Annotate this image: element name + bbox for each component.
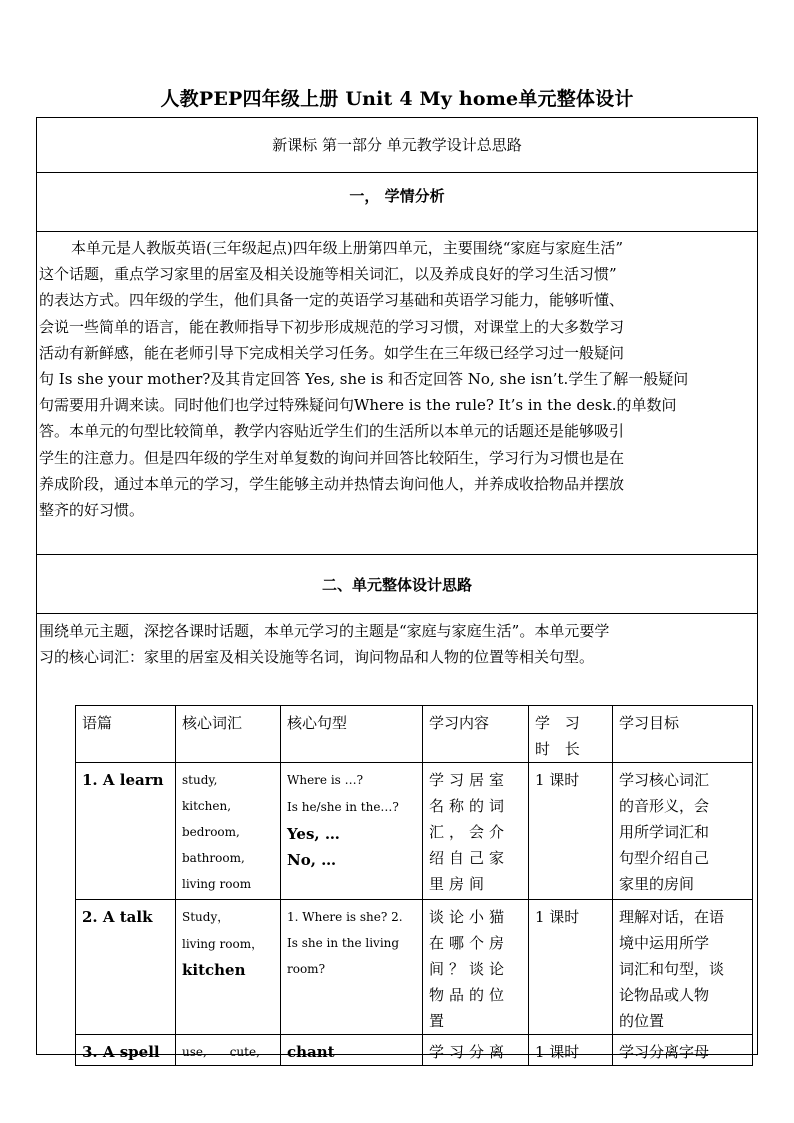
lesson-name: 3. A spell [76,1035,176,1066]
duration: 1 课时 [529,900,613,1035]
divider [37,613,757,614]
table-header-row [76,706,753,763]
section1-paragraph [39,235,757,523]
learning-goal: 学习分离字母 [613,1035,753,1066]
vocab-item: living room [182,877,252,891]
core-vocab [176,763,281,900]
text-line: 句 Is she your mother?及其肯定回答 Yes, she is 和否定回答 No, she isn’t.学生了解一般疑问 [39,370,689,389]
goal-line: 境中运用所学 [619,934,710,952]
content-line: 名称的词 [429,797,510,815]
duration: 1 课时 [529,763,613,900]
content-line: 谈论小猫 [429,908,510,926]
part-header: 新课标 第一部分 单元教学设计总思路 [272,136,522,154]
column-header: 学习目标 [613,706,753,763]
text-line: 活动有新鲜感，能在老师引导下完成相关学习任务。如学生在三年级已经学习过一般疑问 [39,343,625,362]
content-line: 物品的位 [429,986,510,1004]
column-header: 语篇 [76,706,176,763]
vocab-item: Study， [182,910,230,924]
goal-line: 词汇和句型，谈 [619,960,725,978]
goal-line: 论物品或人物 [619,986,710,1004]
core-patterns [281,900,423,1035]
vocab-item: kitchen [182,961,246,979]
content-line: 汇，会介 [429,823,510,841]
learning-content [423,900,529,1035]
text-line: 本单元是人教版英语(三年级起点)四年级上册第四单元，主要围绕“家庭与家庭生活” [71,239,624,257]
divider [37,172,757,173]
goal-line: 的音形义，会 [619,797,710,815]
section1-heading: 一， 学情分析 [349,187,445,205]
pattern-item: room? [287,962,325,976]
core-vocab [176,900,281,1035]
divider [37,554,757,555]
table-row [76,900,753,1035]
pattern-item: No, … [287,851,337,869]
content-line: 绍自己家 [429,849,510,867]
lesson-name: 2. A talk [76,900,176,1035]
column-header: 学习内容 [423,706,529,763]
content-line: 置 [429,1012,450,1030]
pattern-item: Is she in the living [287,936,400,950]
text-line: 学生的注意力。但是四年级的学生对单复数的询问并回答比较陌生，学习行为习惯也是在 [39,448,625,467]
column-header: 核心句型 [281,706,423,763]
text-line: 的表达方式。四年级的学生，他们具备一定的英语学习基础和英语学习能力，能够听懂、 [39,291,625,310]
goal-line: 理解对话，在语 [619,908,725,926]
table-row [76,763,753,900]
goal-line: 用所学词汇和 [619,823,710,841]
goal-line: 学习核心词汇 [619,771,710,789]
core-vocab: use, cute, [176,1035,281,1066]
document-title: 人教PEP四年级上册 Unit 4 My home单元整体设计 [160,88,634,110]
section2-paragraph [39,618,757,670]
lesson-name: 1. A learn [76,763,176,900]
duration: 1 课时 [529,1035,613,1066]
pattern-item: 1. Where is she? 2. [287,910,403,924]
pattern-item: Yes, … [287,825,340,843]
vocab-item: bathroom, [182,851,245,865]
core-patterns [281,763,423,900]
vocab-item: living room， [182,937,264,951]
divider [37,231,757,232]
learning-content: 学习分离 [423,1035,529,1066]
pattern-item: Is he/she in the…? [287,800,399,814]
learning-goal [613,763,753,900]
content-line: 学习居室 [429,771,510,789]
text-line: 习的核心词汇：家里的居室及相关设施等名词，询问物品和人物的位置等相关句型。 [39,648,595,667]
content-line: 在哪个房 [429,934,510,952]
learning-goal [613,900,753,1035]
column-header: 学 习 时 长 [529,706,613,763]
text-line: 围绕单元主题，深挖各课时话题，本单元学习的主题是“家庭与家庭生活”。本单元要学 [39,622,610,640]
learning-content [423,763,529,900]
goal-line: 句型介绍自己 [619,849,710,867]
text-line: 这个话题，重点学习家里的居室及相关设施等相关词汇，以及养成良好的学习生活习惯” [39,265,617,284]
vocab-item: study, [182,773,218,787]
text-line: 句需要用升调来读。同时他们也学过特殊疑问句Where is the rule? It’s in the desk.的单数问 [39,396,677,415]
text-line: 养成阶段，通过本单元的学习，学生能够主动并热情去询问他人，并养成收拾物品并摆放 [39,474,625,493]
core-patterns: chant [281,1035,423,1066]
design-table [36,117,758,1061]
content-line: 里房间 [429,875,490,893]
table-row [76,1035,753,1066]
lesson-table [75,705,753,1066]
vocab-item: bedroom, [182,825,240,839]
text-line: 答。本单元的句型比较简单，教学内容贴近学生们的生活所以本单元的话题还是能够吸引 [39,422,625,441]
pattern-item: Where is …? [287,773,364,787]
text-line: 会说一些简单的语言，能在教师指导下初步形成规范的学习习惯，对课堂上的大多数学习 [39,317,625,336]
goal-line: 家里的房间 [619,875,695,893]
section2-heading: 二、单元整体设计思路 [321,576,472,594]
content-line: 间？谈论 [429,960,510,978]
goal-line: 的位置 [619,1012,665,1030]
text-line: 整齐的好习惯。 [39,501,145,520]
vocab-item: kitchen, [182,799,232,813]
column-header: 核心词汇 [176,706,281,763]
